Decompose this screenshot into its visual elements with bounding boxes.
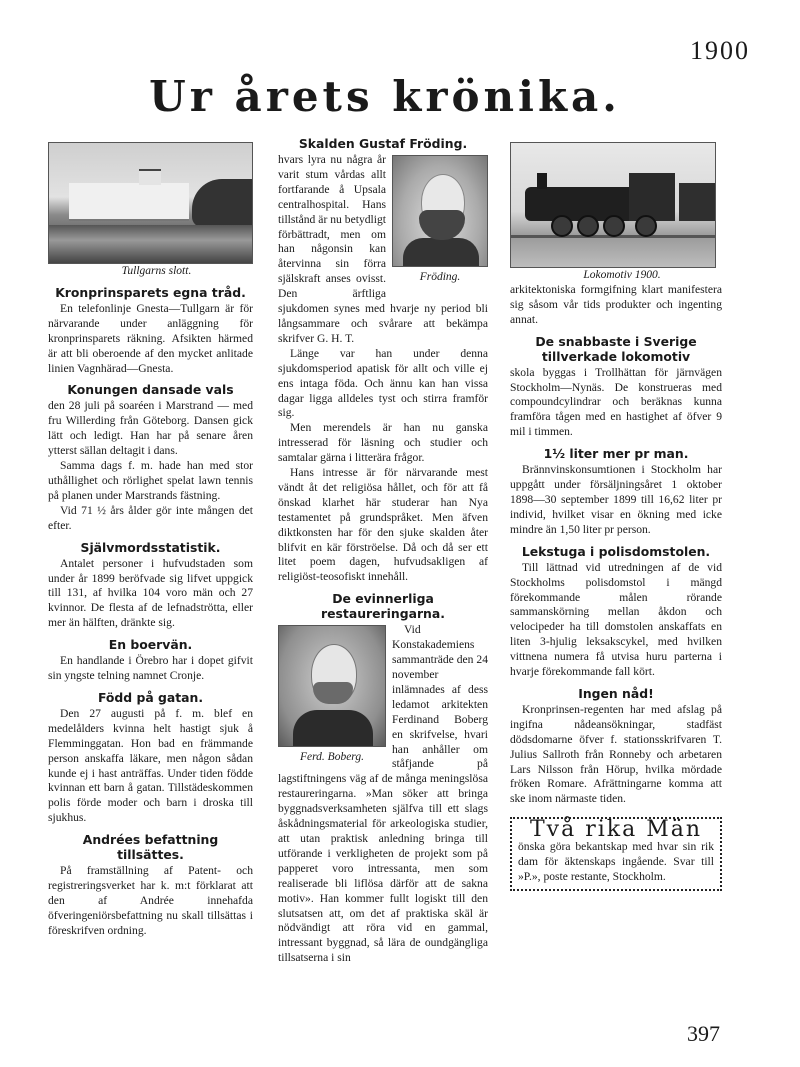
article-heading: Skalden Gustaf Fröding. [298,136,468,151]
article-paragraph: den 28 juli på soaréen i Marstrand — med fru Willerding från Göteborg. Dansen gick lätt och ledigt. Han har på senare åren ytterst sällan deltagit i dans. [48,399,253,458]
article-heading: Kronprinsparets egna tråd. [55,284,246,300]
photo-caption: Tullgarns slott. [121,265,192,277]
ad-title: Två rika Män [529,817,703,843]
article-paragraph: arkitektoniska formgifning klart manifestera sig såsom vår tids produkter och ingenting annat. [510,282,722,326]
column-middle [278,136,488,966]
article-heading: De evinnerliga restaureringarna. [321,591,445,622]
article-heading: De snabbaste i Sverige tillverkade lokomotiv [535,333,697,364]
photo-caption: Fröding. [419,271,461,283]
article-paragraph: skola byggas i Trollhättan för järnvägen Stockholm—Nynäs. De konstrueras med compoundcylindrar och beräknas kunna framföra tågen med en hastighet af öfver 9 mil i timmen. [510,365,722,439]
article-heading: Född på gatan. [97,689,204,705]
article-paragraph: På framställning af Patent- och registreringsverket har k. m:t förklarat att den af Andrée innehafda öfveringeniörsbefattning nu skall tillsättas i föreskrifven ordning. [48,864,253,937]
article-paragraph: Den 27 augusti på f. m. blef en medelålders kvinna helt hastigt sjuk å Flemminggatan. Hon bad en främmande person anskaffa läkare, men någon sådan kunde ej i hast anträffas. Under tiden födde kvinnan ett barn å gatan. Tillstädeskommen polis förde moder och barn i droska till sjukhus. [48,706,253,825]
article-paragraph: Hans intresse är för närvarande mest vändt åt det religiösa hållet, och för att få önskad klarhet här studerar han Nya testamentet på grundspråket. Men äfven diktkonsten har för den sjuke skalden åter blifvit en kär förströelse. Då och då ser ett litet poem dagen, hufvudsakligen af religiöst-teosofiskt innehåll. [278,466,488,584]
article-paragraph: Vid 71 ½ års ålder gör inte mången det efter. [48,503,253,532]
article-paragraph: Länge var han under denna sjukdomsperiod apatisk för allt och ville ej ens intaga föda. Och ännu kan han vissa dagar ligga alldeles tyst och stirra framför sig. [278,346,488,420]
article-paragraph: Samma dags f. m. hade han med stor uthållighet och rörlighet spelat lawn tennis på planen under Marstrands fästning. [48,459,253,502]
photo-caption: Lokomotiv 1900. [583,269,661,281]
boberg-portrait [278,625,386,747]
froding-portrait [392,155,488,267]
year-label: 1900 [690,36,750,65]
column-right [510,136,722,891]
article-heading: Lekstuga i polisdomstolen. [521,543,711,559]
article-paragraph: Vid Konstakademiens sammanträde den 24 november inlämnades af dess ledamot arkitekten Ferdinand Boberg en skrifvelse, hvari han anhåller om ståfjande på lagstiftningens väg af de många meningslösa restaureringarna. »Man söker att bringa byggnadsverksamheten själfva till ett slags åskådningsmaterial för arkeologiska studier, att utan praktisk anledning bringa till utförande i verkligheten de projekt som på papperet voro intressanta, men som realiserade bli liflösa därför att de sakna motiv». Han kommer fullt logiskt till den slutsatsen att, om det af praktiska skäl är nödvändigt att röra vid en gammal, intressant byggnad, så lära de oundgängliga tillsatserna i sin [278,623,488,965]
locomotive-photo [510,142,716,268]
article-paragraph: Men merendels är han nu ganska intresserad för läsning och studier och samtalar gärna i litterära frågor. [278,421,488,465]
article-paragraph: Kronprinsen-regenten har med afslag på ingifna nådeansökningar, stadfäst dödsdomarne öfver f. stationsskrifvaren T. Julius Sallroth från Ronneby och arbetaren Lars Nilsson från Hörup, hvilka mördade fröken Romare. Afrättningarne komma att ske inom närmaste tiden. [510,702,722,806]
page-number: 397 [687,1021,720,1046]
article-paragraph: Antalet personer i hufvudstaden som under år 1899 beröfvade sig lifvet uppgick till 131, af hvilka 104 voro män och 27 kvinnor. De flesta af de lefnadströtta, eller mer än hälften, dränkte sig. [48,556,253,630]
froding-figure [392,155,488,289]
article-paragraph: Brännvinskonsumtionen i Stockholm har uppgått under försäljningsåret 1 oktober 1898—30 september 1899 till 16,62 liter pr individ, hvilket visar en ökning med icke mindre än 1,50 liter pr person. [510,463,722,536]
article-heading: Ingen nåd! [578,685,654,701]
article-paragraph: En handlande i Örebro har i dopet gifvit sin yngste telning namnet Cronje. [48,654,253,683]
page-title: Ur årets krönika. [149,72,621,121]
article-paragraph: hvars lyra nu några år varit stum vårdas allt fortfarande å Upsala centralhospital. Hans tillstånd är nu betydligt förbättradt, men om han någonsin kan återvinna sin förra själskraft anses ovisst. Den ärftliga sjukdomen synes med hvarje ny period bli långsammare och svårare att bekämpa skrifver G. H. T. [278,153,488,345]
article-paragraph: En telefonlinje Gnesta—Tullgarn är för närvarande under anläggning för kronprinsparets räkning. Afsikten härmed är att bli oberoende af den mycket anlitade linien Vagnhärad—Gnesta. [48,301,253,375]
photo-caption: Ferd. Boberg. [300,751,364,764]
article-paragraph: Till lättnad vid utredningen af de vid Stockholms polisdomstol i mängd förekommande målen rörande sammanskörning mellan åkdon och velocipeder ha till domstolen anskaffats en liten 3-hjulig leksakscykel, med hvilken vittnena numera få utvisa huru parterna i hvarje förekommande fall kört. [510,560,722,679]
boberg-figure [278,625,386,769]
classified-ad [510,817,722,891]
article-heading: Självmordsstatistik. [80,539,221,555]
article-heading: Andrées befattning tillsättes. [82,832,219,863]
ad-text: önska göra bekantskap med hvar sin rik dam för äktenskaps ingående. Svar till »P.», poste restante, Stockholm. [518,840,714,883]
column-left [48,136,253,939]
article-heading: Konungen dansade vals [67,382,234,398]
article-heading: En boervän. [108,637,193,653]
article-heading: 1½ liter mer pr man. [543,446,689,462]
tullgarn-photo [48,142,253,264]
